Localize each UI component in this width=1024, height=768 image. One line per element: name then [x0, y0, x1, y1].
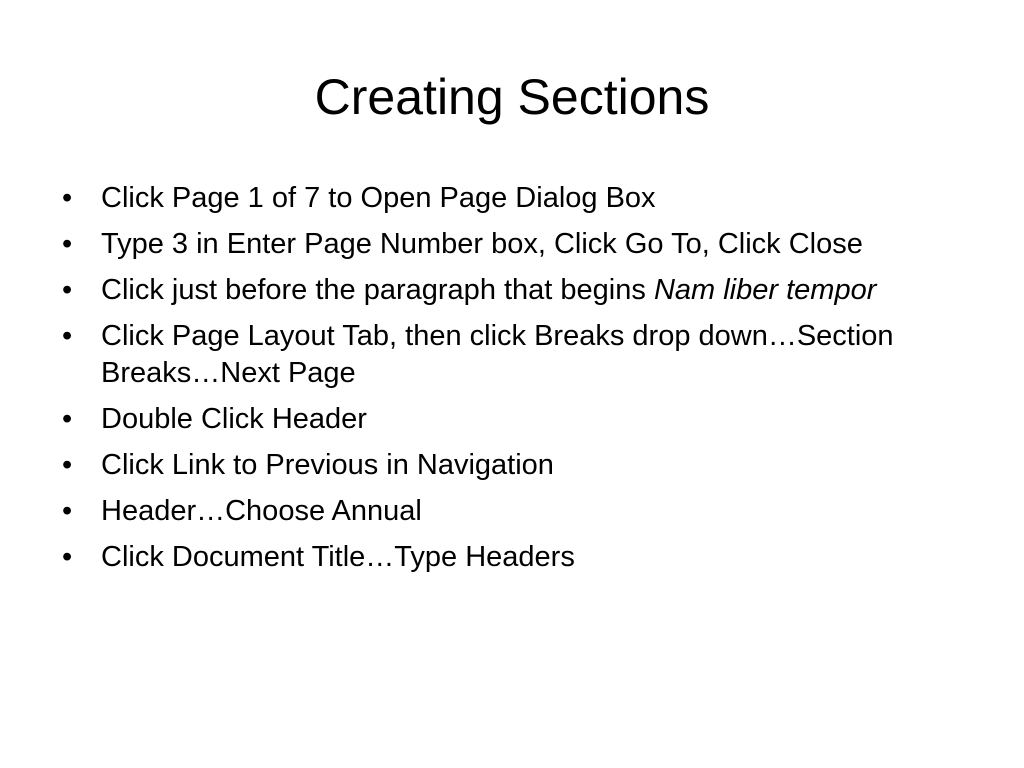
bullet-dot-icon: •	[62, 541, 73, 573]
bullet-dot-icon: •	[62, 274, 73, 306]
bullet-text: Click Document Title…Type Headers	[101, 541, 575, 573]
bullet-text	[101, 274, 876, 306]
bullet-text: Header…Choose Annual	[101, 495, 422, 527]
bullet-item	[62, 401, 962, 438]
bullet-text-italic: Nam liber tempor	[653, 274, 877, 306]
bullet-item	[62, 272, 962, 309]
bullet-text-plain: Click just before the paragraph that begins	[101, 274, 654, 306]
bullet-item	[62, 539, 962, 576]
bullet-dot-icon: •	[62, 495, 73, 527]
bullet-list	[62, 180, 962, 585]
bullet-item	[62, 180, 962, 217]
bullet-text: Type 3 in Enter Page Number box, Click Go To, Click Close	[101, 228, 863, 260]
bullet-item	[62, 318, 962, 392]
bullet-text: Click Link to Previous in Navigation	[101, 449, 554, 481]
bullet-dot-icon: •	[62, 320, 73, 352]
bullet-dot-icon: •	[62, 182, 73, 214]
bullet-dot-icon: •	[62, 228, 73, 260]
bullet-text: Click Page 1 of 7 to Open Page Dialog Box	[101, 182, 656, 214]
bullet-item	[62, 226, 962, 263]
bullet-text: Double Click Header	[101, 403, 367, 435]
bullet-dot-icon: •	[62, 403, 73, 435]
bullet-item	[62, 447, 962, 484]
bullet-text: Click Page Layout Tab, then click Breaks drop down…Section Breaks…Next Page	[101, 320, 894, 389]
bullet-item	[62, 493, 962, 530]
slide-title: Creating Sections	[314, 69, 710, 125]
bullet-dot-icon: •	[62, 449, 73, 481]
